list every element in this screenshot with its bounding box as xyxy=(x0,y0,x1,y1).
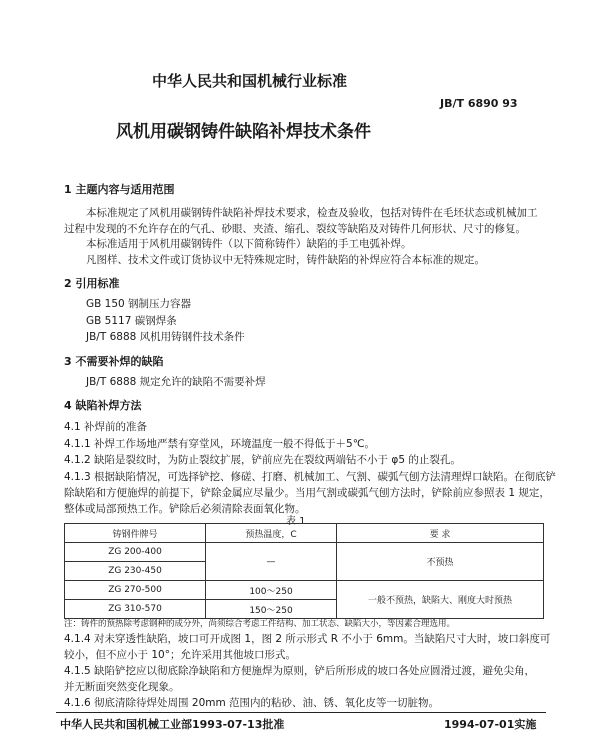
document-title: 风机用碳钢铸件缺陷补焊技术条件 xyxy=(116,122,371,142)
clause-4-1-4: 4.1.4 对未穿透性缺陷，坡口可开成图 1，图 2 所示形式 R 不小于 6mm。当缺陷尺寸大时，坡口斜度可 xyxy=(64,633,551,645)
grade-cell: ZG 310-570 xyxy=(65,600,206,619)
clause-4-1-6: 4.1.6 彻底清除待焊处周围 20mm 范围内的粘砂、油、锈、氧化皮等一切脏物。 xyxy=(64,697,440,709)
table-row xyxy=(65,543,544,562)
effective-date: 1994-07-01实施 xyxy=(444,718,537,731)
clause-4-1-5: 并无断面突然变化现象。 xyxy=(64,681,180,693)
grade-cell: ZG 270-500 xyxy=(65,581,206,600)
table-note: 注：铸件的预热除考虑钢种的成分外，尚须综合考虑工件结构、加工状态、缺陷大小，等因素合理选用。 xyxy=(64,619,456,629)
reference-item: GB 150 钢制压力容器 xyxy=(86,298,192,310)
grade-cell: ZG 200-400 xyxy=(65,543,206,562)
section-2-heading: 2 引用标准 xyxy=(64,277,120,290)
section-1-heading: 1 主题内容与适用范围 xyxy=(64,183,175,196)
clause-4-1-3: 除缺陷和方便施焊的前提下，铲除金属应尽量少。当用气割或碳弧气刨方法时，铲除前应参照表 1 规定， xyxy=(64,487,550,499)
table-header-cell: 预热温度，C xyxy=(206,524,337,543)
requirement-cell: 一般不预热，缺陷大、刚度大时预热 xyxy=(337,581,544,619)
temp-cell: — xyxy=(206,543,337,581)
section-1-paragraph: 本标准规定了风机用碳钢铸件缺陷补焊技术要求，检查及验收，包括对铸件在毛坯状态或机械加工 xyxy=(86,207,538,219)
table-1 xyxy=(64,523,544,619)
requirement-cell: 不预热 xyxy=(337,543,544,581)
section-3-heading: 3 不需要补焊的缺陷 xyxy=(64,355,164,368)
clause-4-1-1: 4.1.1 补焊工作场地严禁有穿堂风，环境温度一般不得低于＋5℃。 xyxy=(64,438,376,450)
temp-cell: 100～250 xyxy=(206,581,337,600)
clause-4-1-4: 较小，但不应小于 10°；允许采用其他坡口形式。 xyxy=(64,649,296,661)
table-header-cell: 铸钢件牌号 xyxy=(65,524,206,543)
clause-4-1-2: 4.1.2 缺陷是裂纹时，为防止裂纹扩展，铲前应先在裂纹两端钻不小于 φ5 的止裂孔。 xyxy=(64,454,461,466)
temp-cell: 150～250 xyxy=(206,600,337,619)
org-standard-title: 中华人民共和国机械行业标准 xyxy=(152,72,348,90)
table-caption: 表 1 xyxy=(286,516,306,527)
clause-4-1: 4.1 补焊前的准备 xyxy=(64,421,148,433)
table-row xyxy=(65,581,544,600)
section-3-paragraph: JB/T 6888 规定允许的缺陷不需要补焊 xyxy=(86,376,266,388)
clause-4-1-5: 4.1.5 缺陷铲挖应以彻底除净缺陷和方便施焊为原则，铲后所形成的坡口各处应圆滑过渡，避免尖角， xyxy=(64,665,536,677)
section-1-paragraph: 凡图样、技术文件或订货协议中无特殊规定时，铸件缺陷的补焊应符合本标准的规定。 xyxy=(86,254,485,266)
footer-rule xyxy=(56,712,546,713)
approval-date: 中华人民共和国机械工业部1993-07-13批准 xyxy=(60,718,285,731)
table-header-cell: 要 求 xyxy=(337,524,544,543)
clause-4-1-3: 4.1.3 根据缺陷情况，可选择铲挖、修磋、打磨、机械加工、气割、碳弧气刨方法清理焊口缺陷。在彻底铲 xyxy=(64,471,557,483)
reference-item: GB 5117 碳钢焊条 xyxy=(86,315,177,327)
section-1-paragraph: 本标准适用于风机用碳钢铸件（以下简称铸件）缺陷的手工电弧补焊。 xyxy=(86,238,412,250)
standard-code: JB/T 6890 93 xyxy=(440,97,518,110)
section-1-paragraph: 过程中发现的不允许存在的气孔、砂眼、夹渣、缩孔、裂纹等缺陷及对铸件几何形状、尺寸的修复。 xyxy=(64,223,526,235)
reference-item: JB/T 6888 风机用铸钢件技术条件 xyxy=(86,331,245,343)
grade-cell: ZG 230-450 xyxy=(65,562,206,581)
clause-4-1-3: 整体或局部预热工作。铲除后必须清除表面氧化物。 xyxy=(64,503,306,515)
section-4-heading: 4 缺陷补焊方法 xyxy=(64,399,142,412)
table-header-row xyxy=(65,524,544,543)
